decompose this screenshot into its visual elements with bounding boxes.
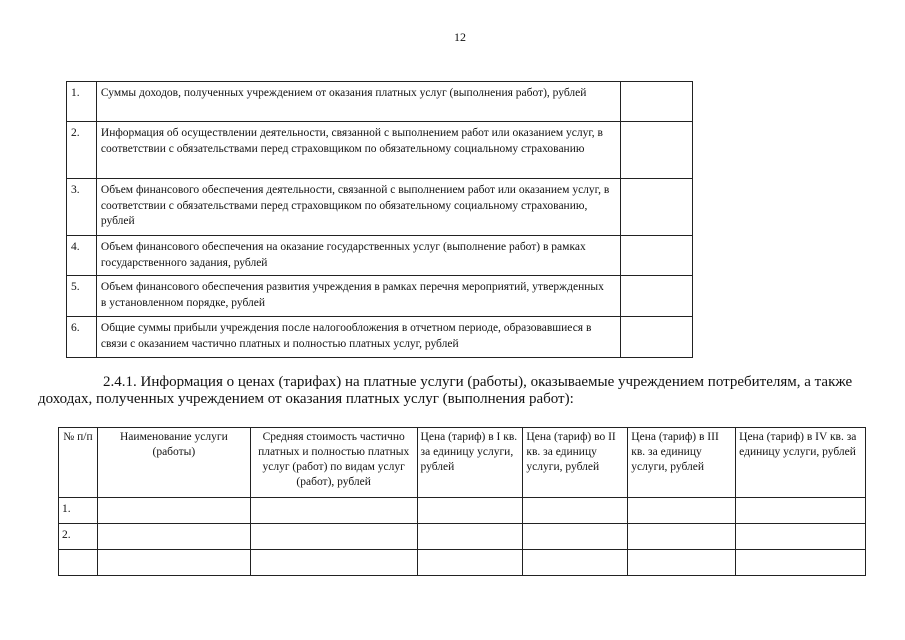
row-text: Объем финансового обеспечения деятельности, связанной с выполнением работ или оказанием услуг, в соответствии с обязательствами перед страховщиком по обязательному социальному страхованию, рублей [96, 179, 620, 236]
table-row [67, 236, 693, 276]
row-text: Суммы доходов, полученных учреждением от оказания платных услуг (выполнения работ), рублей [96, 82, 620, 122]
row-number: 4. [67, 236, 97, 276]
header-row [59, 428, 866, 498]
table-cell [523, 498, 628, 524]
table-cell [97, 524, 250, 550]
value-cell [620, 317, 692, 358]
table-row [59, 524, 866, 550]
value-cell [620, 82, 692, 122]
header-price-q2: Цена (тариф) во II кв. за единицу услуги, рублей [523, 428, 628, 498]
row-text: Объем финансового обеспечения развития учреждения в рамках перечня мероприятий, утвержденных в установленном порядке, рублей [96, 276, 620, 317]
table-row [59, 550, 866, 576]
value-cell [620, 236, 692, 276]
table-row [67, 122, 693, 179]
row-number: 2. [67, 122, 97, 179]
table-cell [736, 550, 866, 576]
table-cell [250, 524, 417, 550]
header-price-q1: Цена (тариф) в I кв. за единицу услуги, рублей [417, 428, 523, 498]
table-row [67, 276, 693, 317]
row-number [59, 550, 98, 576]
header-service-name: Наименование услуги (работы) [97, 428, 250, 498]
table-cell [417, 550, 523, 576]
row-text: Общие суммы прибыли учреждения после налогообложения в отчетном периоде, образовавшиеся в связи с оказанием частично платных и полностью платных услуг, рублей [96, 317, 620, 358]
table-row [67, 317, 693, 358]
table-cell [628, 498, 736, 524]
table-cell [523, 550, 628, 576]
row-number: 5. [67, 276, 97, 317]
table-cell [523, 524, 628, 550]
table-cell [736, 524, 866, 550]
table-cell [250, 550, 417, 576]
table-row [67, 82, 693, 122]
row-number: 2. [59, 524, 98, 550]
row-number: 1. [59, 498, 98, 524]
table-cell [417, 524, 523, 550]
row-text: Информация об осуществлении деятельности, связанной с выполнением работ или оказанием услуг, в соответствии с обязательствами перед страховщиком по обязательному социальному страхованию [96, 122, 620, 179]
value-cell [620, 276, 692, 317]
section-paragraph: 2.4.1. Информация о ценах (тарифах) на платные услуги (работы), оказываемые учреждением потребителям, а также доходах, полученных учреждением от оказания платных услуг (выполнения работ): [38, 374, 853, 407]
table-cell [417, 498, 523, 524]
indicators-table [66, 81, 693, 358]
table-cell [250, 498, 417, 524]
table-cell [97, 550, 250, 576]
value-cell [620, 122, 692, 179]
row-text: Объем финансового обеспечения на оказание государственных услуг (выполнение работ) в рамках государственного задания, рублей [96, 236, 620, 276]
header-average-cost: Средняя стоимость частично платных и полностью платных услуг (работ) по видам услуг (работ), рублей [250, 428, 417, 498]
table-cell [97, 498, 250, 524]
prices-table [58, 427, 866, 576]
page-number: 12 [454, 30, 466, 44]
header-price-q4: Цена (тариф) в IV кв. за единицу услуги, рублей [736, 428, 866, 498]
table-cell [628, 524, 736, 550]
table-cell [628, 550, 736, 576]
table-row [59, 498, 866, 524]
row-number: 6. [67, 317, 97, 358]
table-cell [736, 498, 866, 524]
value-cell [620, 179, 692, 236]
row-number: 3. [67, 179, 97, 236]
header-number: № п/п [59, 428, 98, 498]
table-row [67, 179, 693, 236]
header-price-q3: Цена (тариф) в III кв. за единицу услуги, рублей [628, 428, 736, 498]
row-number: 1. [67, 82, 97, 122]
